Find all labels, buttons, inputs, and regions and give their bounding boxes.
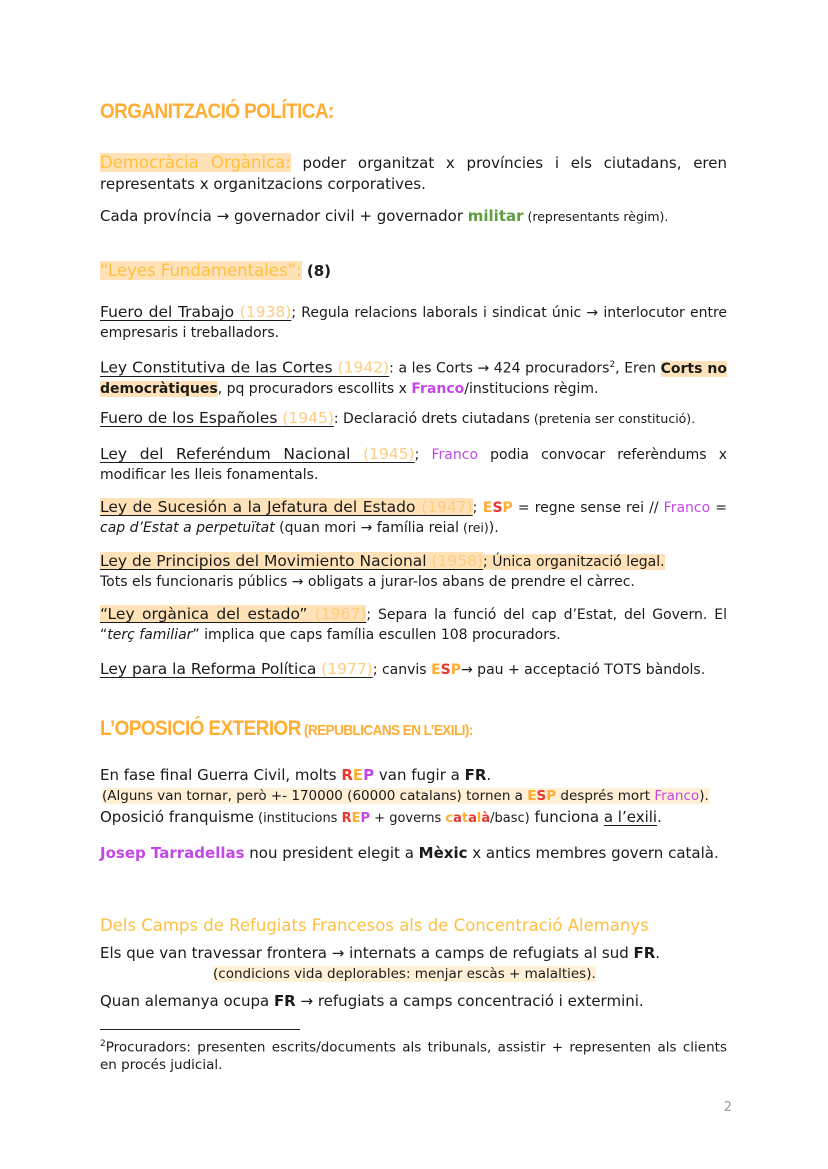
section-heading-organitzacio: ORGANITZACIÓ POLÍTICA: (100, 100, 334, 123)
law-title: “Ley orgànica del estado” (1967) (100, 605, 367, 623)
oposicio-line-1: En fase final Guerra Civil, molts REP van fugir a FR. (100, 766, 492, 784)
democracia-text: poder organitzat x províncies i els ciutadans, eren representats x organitzacions corporatives. (100, 154, 727, 193)
camps-line-1: Els que van travessar frontera → internats a camps de refugiats al sud FR. (100, 944, 661, 962)
tarradellas-name: Josep Tarradellas (100, 844, 245, 862)
law-text: Regula relacions laborals i sindicat únic → interlocutor entre empresaris i treballadors. (100, 305, 727, 341)
law-cortes: Ley Constitutiva de las Cortes (1942): a les Corts → 424 procuradors$^2$, Eren Corts no democràtiques, pq procuradors escollits x Franco/institucions règim. (100, 358, 728, 397)
law-reforma: Ley para la Reforma Política (1977); canvis ESP→ pau + acceptació TOTS bàndols. (100, 660, 706, 678)
oposicio-line-3: Oposició franquisme (institucions REP + governs català/basc) funciona a l’exili. (100, 808, 662, 826)
unica-organitzacio: Única organització legal. (487, 554, 665, 570)
page-number: 2 (723, 1100, 732, 1115)
militar-word: militar (467, 207, 524, 225)
franco-name: Franco (419, 447, 479, 463)
footnote: $^2$Procuradors: presenten escrits/documents als tribunals, assistir + representen als clients en procés judicial. (100, 1039, 727, 1073)
law-title: Ley de Sucesión a la Jefatura del Estado (1947) (100, 498, 473, 516)
law-organica: “Ley orgànica del estado” (1967); Separa la funció del cap d’Estat, del Govern. El “terç familiar” implica que caps família escullen 108 procuradors. (100, 605, 727, 643)
democracia-paragraph (100, 152, 727, 195)
tarradellas-paragraph: Josep Tarradellas nou president elegit a Mèxic x antics membres govern català. (100, 844, 719, 862)
franco-name: Franco (411, 380, 465, 397)
provincia-paragraph (100, 206, 727, 227)
camps-paragraph (100, 943, 727, 1012)
provincia-note: (representants règim). (523, 209, 669, 224)
camps-line-2: (condicions vida deplorables: menjar escàs + malalties). (213, 966, 596, 982)
oposicio-paragraph (100, 765, 727, 829)
law-fuero-trabajo: Fuero del Trabajo (1938); Regula relacions laborals i sindicat únic → interlocutor entre empresaris i treballadors. (100, 303, 727, 341)
law-title: Fuero del Trabajo (1938) (100, 303, 292, 321)
camps-heading: Dels Camps de Refugiats Francesos als de Concentració Alemanys (100, 916, 649, 935)
law-referendum: Ley del Referéndum Nacional (1945); Franco podia convocar referèndums x modificar les lleis fonamentals. (100, 445, 727, 483)
franco-name: Franco (663, 500, 711, 516)
law-title: Fuero de los Españoles (1945) (100, 409, 334, 427)
camps-line-3: Quan alemanya ocupa FR → refugiats a camps concentració i extermini. (100, 992, 644, 1010)
law-title: Ley para la Reforma Política (1977) (100, 660, 373, 678)
footnote-ref: 2 (609, 360, 616, 370)
leyes-heading (100, 261, 727, 280)
footnote-rule (100, 1029, 300, 1030)
leyes-count: (8) (301, 262, 332, 280)
provincia-text: Cada província → governador civil + governador (100, 207, 468, 225)
democracia-term: Democràcia Orgànica: (100, 153, 291, 172)
leyes-title: “Leyes Fundamentales”: (100, 261, 302, 280)
law-title: Ley Constitutiva de las Cortes (1942) (100, 358, 390, 377)
section-heading-oposicio: L’OPOSICIÓ EXTERIOR (REPUBLICANS EN L’EXILI): (100, 717, 473, 740)
corts-no-democratiques: Corts no democràtiques (100, 360, 728, 397)
law-title: Ley del Referéndum Nacional (1945) (100, 445, 415, 463)
law-fuero-espanoles: Fuero de los Españoles (1945): Declaració drets ciutadans (pretenia ser constitució). (100, 409, 696, 427)
oposicio-line-2: (Alguns van tornar, però +- 170000 (60000 catalans) tornen a ESP després mort Franco). (102, 788, 709, 804)
law-title: Ley de Principios del Movimiento Nacional (1958) (100, 552, 484, 570)
law-principios: Ley de Principios del Movimiento Nacional (1958); Única organització legal. Tots els funcionaris públics → obligats a jurar-los abans de prendre el càrrec. (100, 552, 665, 590)
exili-link: a l’exili (603, 808, 658, 826)
law-sucesion: Ley de Sucesión a la Jefatura del Estado (1947); ESP = regne sense rei // Franco = cap d’Estat a perpetuïtat (quan mori → família reial (rei)). (100, 498, 728, 536)
